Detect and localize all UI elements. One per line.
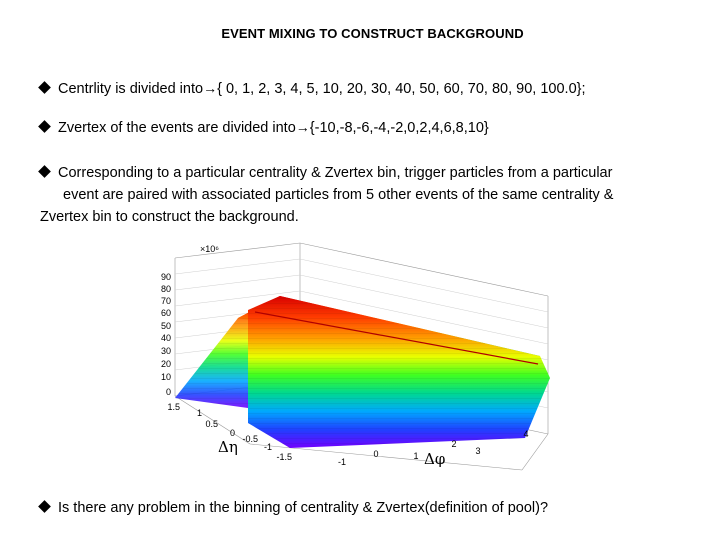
bullet-zvertex [40,117,489,138]
deta-tick: 1.5 [167,402,180,412]
deta-tick: -0.5 [242,434,258,444]
diamond-bullet-icon [38,120,51,133]
deta-tick: -1 [263,442,272,452]
diamond-bullet-icon [38,500,51,513]
dphi-tick: 0 [373,449,379,459]
arrow-right-icon: → [295,119,310,135]
z-tick: 40 [160,333,171,343]
dphi-tick: 2 [451,439,457,449]
question-text: Is there any problem in the binning of centrality & Zvertex(definition of pool)? [58,500,549,516]
z-tick: 30 [160,346,171,356]
deta-axis-label: Δη [218,438,238,456]
z-tick: 80 [160,284,171,294]
z-tick: 90 [160,272,171,282]
dphi-tick: 4 [523,429,529,439]
z-tick: 20 [160,359,171,369]
deta-tick: 0 [229,428,235,438]
centrality-bins: { 0, 1, 2, 3, 4, 5, 10, 20, 30, 40, 50, 60, 70, 80, 90, 100.0}; [217,81,586,97]
z-tick: 0 [165,387,171,397]
centrality-label: Centrlity is divided into [58,81,204,97]
z-tick: 10 [160,372,171,382]
deta-tick: 1 [196,408,202,418]
z-tick: 70 [160,296,171,306]
bullet-centrality [40,78,586,99]
paragraph-line-3: Zvertex bin to construct the background. [40,209,299,225]
bullet-question [40,498,548,518]
z-tick: 60 [160,308,171,318]
z-tick: 50 [160,321,171,331]
paragraph-line-2: event are paired with associated particles from 5 other events of the same centrality & [63,187,614,203]
background-3d-plot [130,238,560,483]
zvertex-label: Zvertex of the events are divided into [58,120,296,136]
dphi-tick: -1 [337,457,347,467]
paragraph-line-1: Corresponding to a particular centrality & Zvertex bin, trigger particles from a particular [40,162,720,184]
zvertex-bins: {-10,-8,-6,-4,-2,0,2,4,6,8,10} [309,120,489,136]
diamond-bullet-icon [38,81,51,94]
dphi-tick: 1 [413,451,419,461]
surface-plot-svg [130,238,560,483]
slide-title: EVENT MIXING TO CONSTRUCT BACKGROUND [221,26,524,41]
dphi-tick: 3 [475,446,481,456]
arrow-right-icon: → [203,80,218,96]
deta-tick: 0.5 [205,419,218,429]
mixing-description [40,162,720,228]
deta-tick: -1.5 [276,452,292,462]
diamond-bullet-icon [38,165,51,178]
dphi-axis-label: Δφ [424,450,446,468]
z-exponent: ×10⁶ [200,244,219,254]
